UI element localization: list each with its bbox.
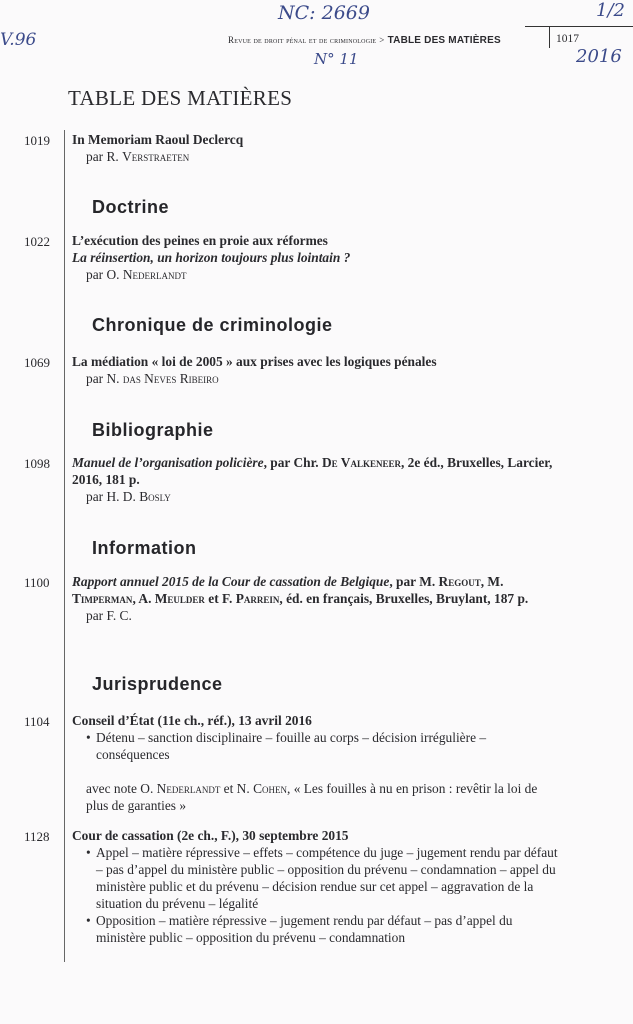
entry-information [72, 573, 562, 624]
entry-author: par F. C. [86, 608, 132, 623]
handwritten-volume: V.96 [0, 30, 37, 50]
entry-bibliographie [72, 454, 562, 505]
journal-name: Revue de droit pénal et de criminologie [228, 35, 377, 45]
handwritten-fraction: 1/2 [596, 0, 625, 21]
page-number-rule [64, 130, 65, 962]
entry-author: par R. Verstraeten [86, 149, 190, 164]
entry-chronique [72, 353, 562, 387]
section-heading-information: Information [92, 538, 197, 558]
section-heading-jurisprudence: Jurisprudence [92, 674, 223, 694]
header-separator: > [379, 35, 385, 45]
entry-page-doctrine: 1022 [24, 234, 50, 249]
page-title: TABLE DES MATIÈRES [68, 86, 293, 110]
running-header [228, 35, 501, 46]
entry-page-case-1104: 1104 [24, 714, 50, 729]
entry-page-bibliographie: 1098 [24, 456, 50, 471]
section-heading-doctrine: Doctrine [92, 197, 170, 217]
entry-title: Rapport annuel 2015 de la Cour de cassation de Belgique, par M. Regout, M. Timperman, A. Meulder et F. Parrein, éd. en français, Bruxelles, Bruylant, 187 p. [72, 574, 529, 606]
list-item: • Opposition – matière répressive – jugement rendu par défaut – pas d’appel du ministère public – opposition du prévenu – condamnation [72, 912, 562, 946]
entry-case-1128 [72, 827, 562, 946]
handwritten-call-number: NC: 2669 [278, 2, 370, 24]
list-item: • Détenu – sanction disciplinaire – fouille au corps – décision irrégulière – conséquences [72, 729, 562, 763]
section-heading-chronique: Chronique de criminologie [92, 315, 333, 335]
entry-title: L’exécution des peines en proie aux réformes [72, 233, 328, 248]
handwritten-issue: N° 11 [314, 50, 359, 68]
keyword-list [72, 844, 562, 946]
case-note: avec note O. Nederlandt et N. Cohen, « Les fouilles à nu en prison : revêtir la loi de plus de garanties » [86, 781, 538, 813]
entry-author: par N. das Neves Ribeiro [86, 371, 219, 386]
list-item: • Appel – matière répressive – effets – compétence du juge – jugement rendu par défaut – pas d’appel du ministère public – opposition du prévenu – condamnation – appel du ministère public et du prévenu – décision rendue sur cet appel – aggravation de la situation du prévenu – légalité [72, 844, 562, 912]
header-rule [525, 26, 633, 27]
entry-title: Manuel de l’organisation policière, par Chr. De Valkeneer, 2e éd., Bruxelles, Larcier, 2016, 181 p. [72, 455, 553, 487]
entry-author: par O. Nederlandt [86, 267, 187, 282]
header-divider [549, 26, 550, 48]
entry-author: par H. D. Bosly [86, 489, 171, 504]
page-number: 1017 [556, 33, 579, 45]
entry-title: Cour de cassation (2e ch., F.), 30 septembre 2015 [72, 828, 349, 843]
entry-doctrine [72, 232, 562, 283]
header-section: TABLE DES MATIÈRES [387, 35, 501, 46]
entry-case-1104 [72, 712, 562, 814]
entry-page-memoriam: 1019 [24, 133, 50, 148]
keyword-list [72, 729, 562, 763]
entry-title: La médiation « loi de 2005 » aux prises avec les logiques pénales [72, 354, 437, 369]
entry-page-chronique: 1069 [24, 355, 50, 370]
entry-title: Conseil d’État (11e ch., réf.), 13 avril 2016 [72, 713, 312, 728]
entry-page-case-1128: 1128 [24, 829, 50, 844]
entry-title: In Memoriam Raoul Declercq [72, 132, 244, 147]
section-heading-bibliographie: Bibliographie [92, 420, 214, 440]
handwritten-year: 2016 [576, 46, 622, 67]
entry-memoriam [72, 131, 562, 165]
entry-subtitle: La réinsertion, un horizon toujours plus lointain ? [72, 250, 351, 265]
entry-page-information: 1100 [24, 575, 50, 590]
